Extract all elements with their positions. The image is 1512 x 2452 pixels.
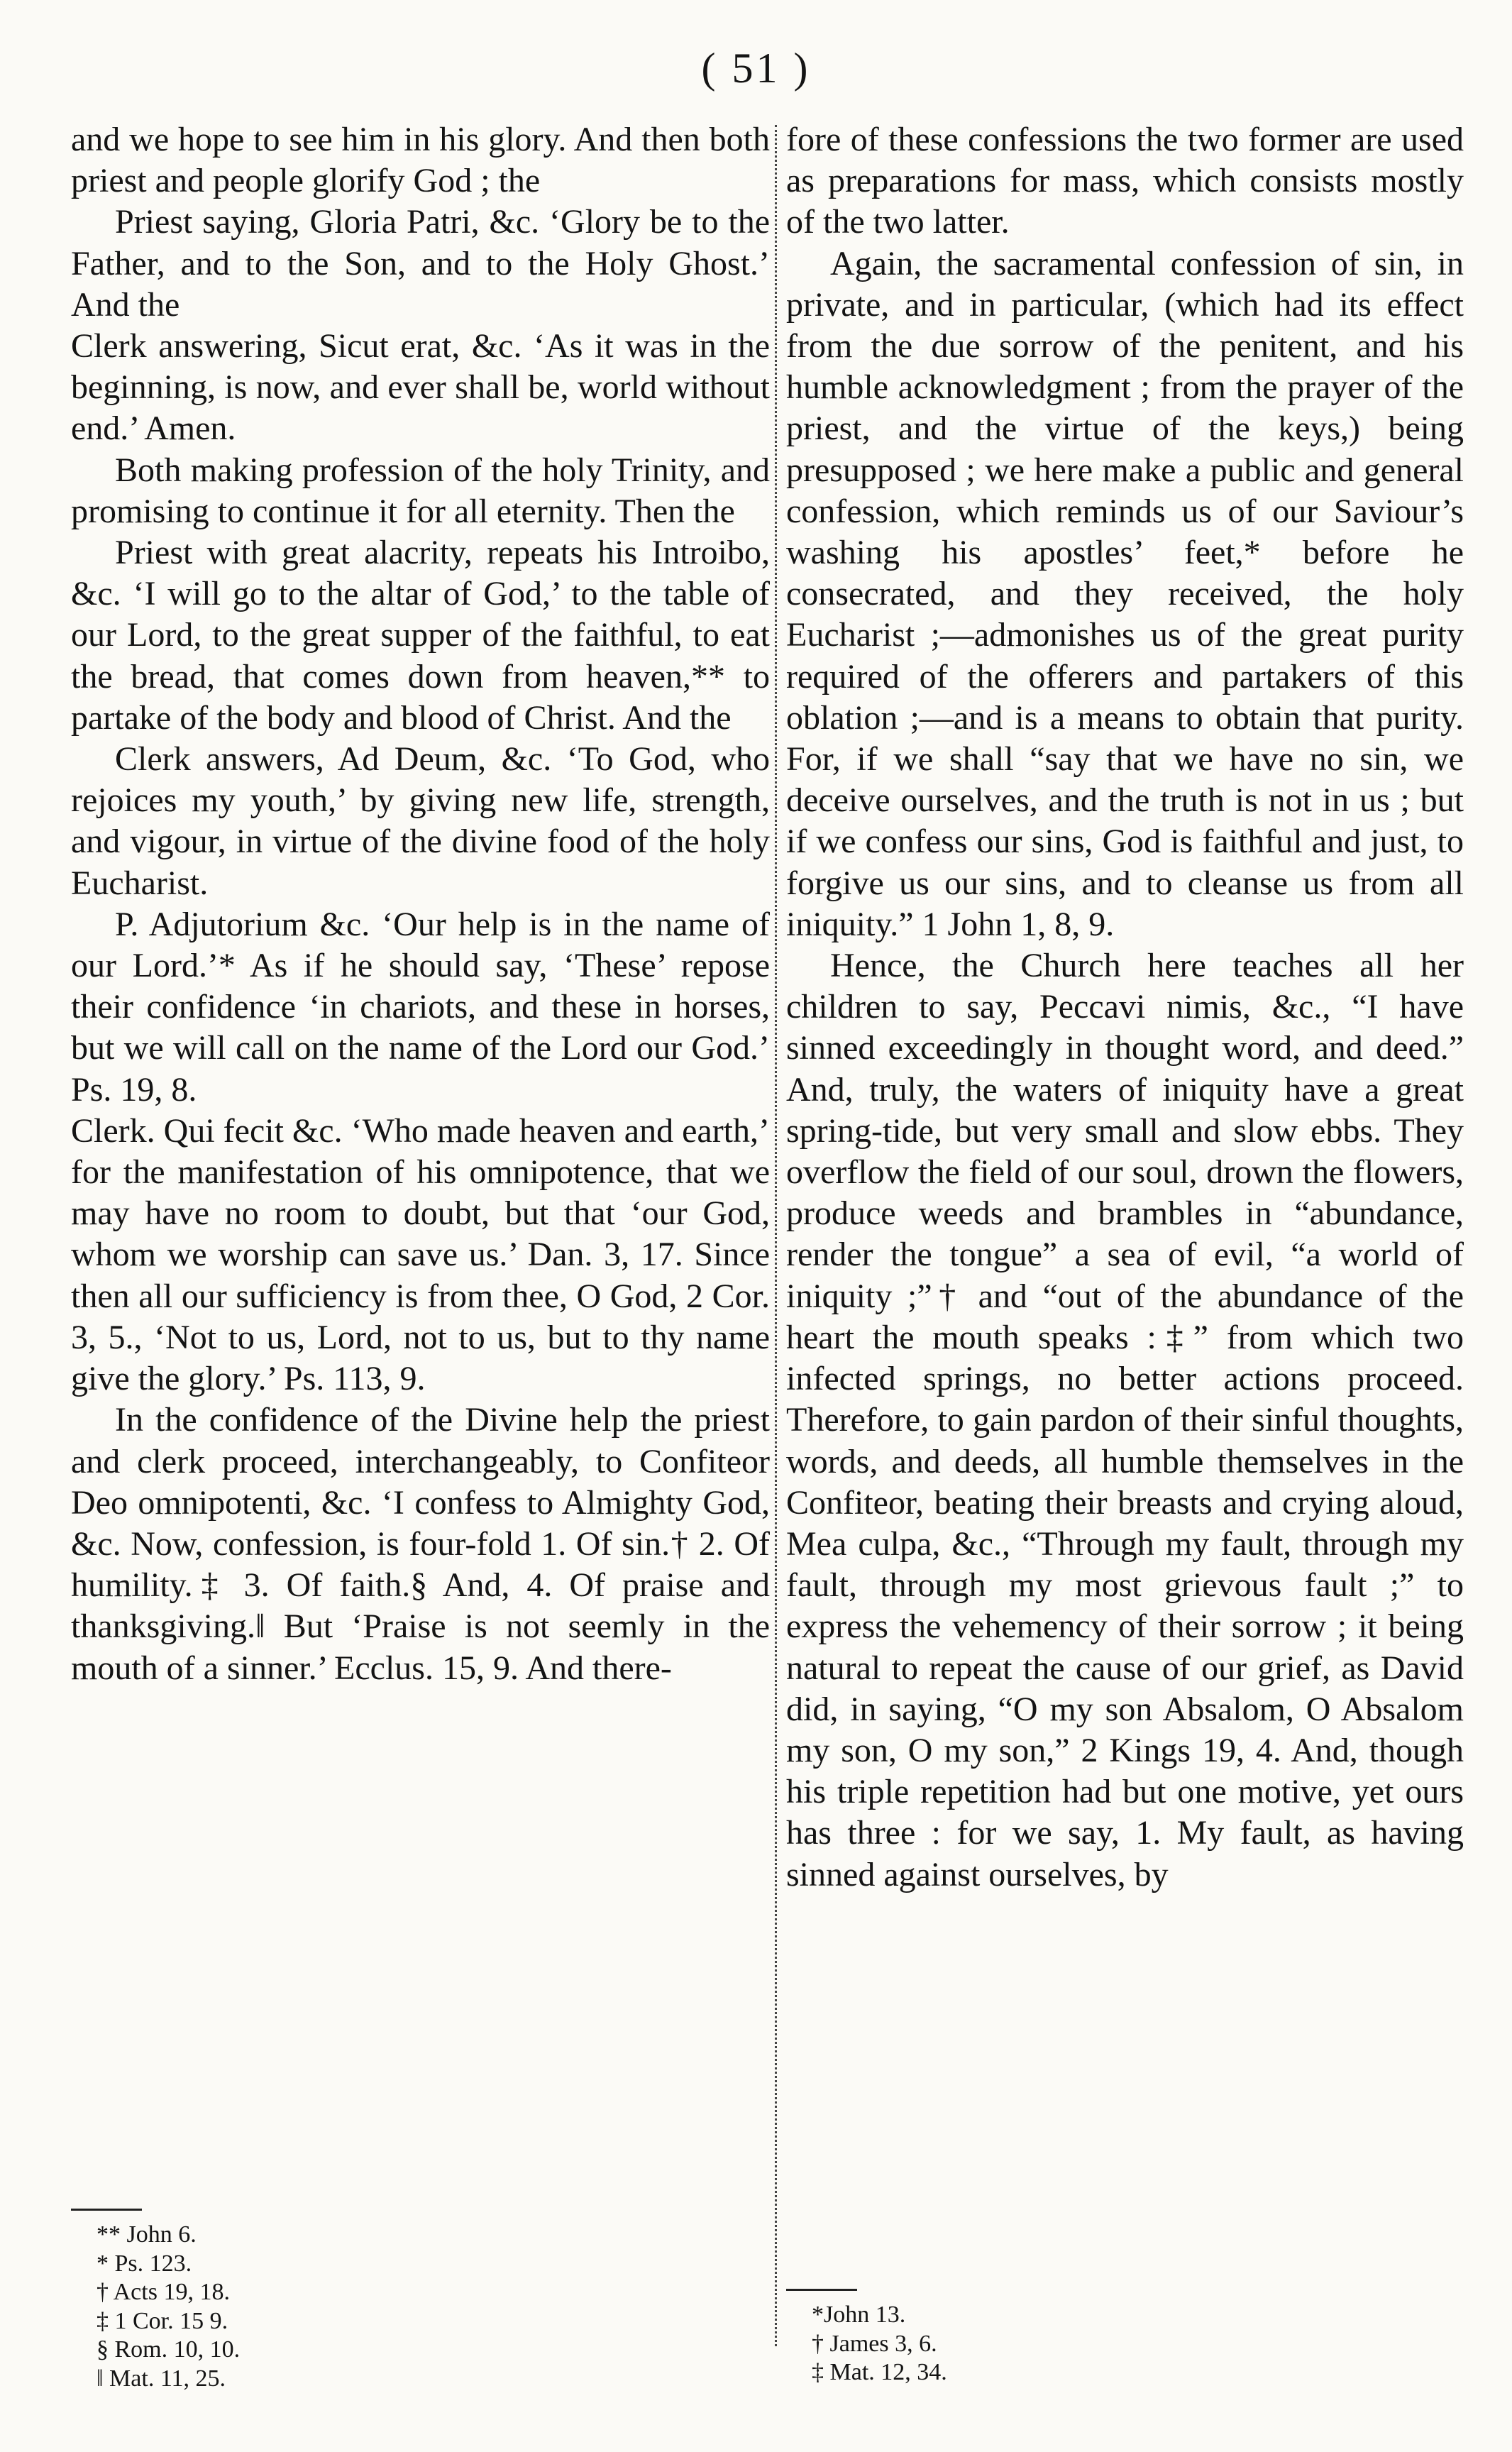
paragraph: Priest saying, Gloria Patri, &c. ‘Glory be to the Father, and to the Son, and to the Holy Ghost.’ And the [71,203,770,324]
footnote-rule [786,2289,857,2291]
paragraph: Clerk answering, Sicut erat, &c. ‘As it was in the beginning, is now, and ever shall be, world without end.’ Amen. [71,327,770,448]
right-column [786,119,1464,1896]
paragraph: Hence, the Church here teaches all her children to say, Peccavi nimis, &c., “I have sinned exceedingly in thought word, and deed.” And, truly, the waters of iniquity have a great spring-tide, but very small and slow ebbs. They overflow the field of our soul, drown the flowers, produce weeds and brambles in “abundance, render the tongue” a sea of evil, “a world of iniquity ;”† and “out of the abundance of the heart the mouth speaks :‡” from which two infected springs, no better actions proceed. Therefore, to gain pardon of their sinful thoughts, words, and deeds, all humble themselves in the Confiteor, beating their breasts and crying aloud, Mea culpa, &c., “Through my fault, through my fault, through my most grievous fault ;” to express the vehemency of their sorrow ; it being natural to repeat the cause of our grief, as David did, in saying, “O my son Absalom, O Absalom my son, O my son,” 2 Kings 19, 4. And, though his triple repetition had but one motive, yet ours has three : for we say, 1. My fault, as having sinned against ourselves, by [786,947,1464,1893]
footnote: * Ps. 123. [96,2250,192,2277]
page-number: ( 51 ) [701,45,811,92]
footnote: ‡ Mat. 12, 34. [812,2359,947,2385]
left-column [71,119,770,1689]
paragraph: fore of these confessions the two former are used as preparations for mass, which consists mostly of the two latter. [786,121,1464,241]
footnote: † Acts 19, 18. [96,2279,230,2305]
paragraph: P. Adjutorium &c. ‘Our help is in the name of our Lord.’* As if he should say, ‘These’ repose their confidence ‘in chariots, and these in horses, but we will call on the name of the Lord our God.’ Ps. 19, 8. [71,905,770,1109]
paragraph: Clerk answers, Ad Deum, &c. ‘To God, who rejoices my youth,’ by giving new life, strength, and vigour, in virtue of the divine food of the holy Eucharist. [71,740,770,902]
footnote: ‖ Mat. 11, 25. [96,2365,226,2392]
footnote: † James 3, 6. [812,2330,937,2357]
paragraph: Again, the sacramental confession of sin, in private, and in particular, (which had its effect from the due sorrow of the penitent, and his humble acknowledgment ; from the prayer of the priest, and the virtue of the keys,) being presupposed ; we here make a public and general confession, which reminds us of our Saviour’s washing his apostles’ feet,* before he consecrated, and they received, the holy Eucharist ;—admonishes us of the great purity required of the offerers and partakers of this oblation ;—and is a means to obtain that purity. For, if we shall “say that we have no sin, we deceive ourselves, and the truth is not in us ; but if we confess our sins, God is faithful and just, to forgive us our sins, and to cleanse us from all iniquity.” 1 John 1, 8, 9. [786,244,1464,943]
paragraph: and we hope to see him in his glory. And then both priest and people glorify God ; the [71,121,770,200]
paragraph: Priest with great alacrity, repeats his Introibo, &c. ‘I will go to the altar of God,’ to the table of our Lord, to the great supper of the faithful, to eat the bread, that comes down from heaven,** to partake of the body and blood of Christ. And the [71,534,770,737]
footnote: ‡ 1 Cor. 15 9. [96,2307,228,2334]
footnote: ** John 6. [96,2221,197,2248]
footnote-rule [71,2209,142,2211]
paragraph: Both making profession of the holy Trinity, and promising to continue it for all eternity. Then the [71,451,770,530]
paragraph: In the confidence of the Divine help the priest and clerk proceed, interchangeably, to Confiteor Deo omnipotenti, &c. ‘I confess to Almighty God, &c. Now, confession, is four-fold 1. Of sin.† 2. Of humility.‡ 3. Of faith.§ And, 4. Of praise and thanksgiving.‖ But ‘Praise is not seemly in the mouth of a sinner.’ Ecclus. 15, 9. And there- [71,1401,770,1687]
footnote: § Rom. 10, 10. [96,2336,241,2363]
right-footnotes [786,2289,947,2387]
paragraph: Clerk. Qui fecit &c. ‘Who made heaven and earth,’ for the manifestation of his omnipotence, that we may have no room to doubt, but that ‘our God, whom we worship can save us.’ Dan. 3, 17. Since then all our sufficiency is from thee, O God, 2 Cor. 3, 5., ‘Not to us, Lord, not to us, but to thy name give the glory.’ Ps. 113, 9. [71,1111,770,1398]
footnote: *John 13. [812,2302,906,2328]
left-footnotes [71,2209,240,2393]
column-divider [775,125,777,2346]
